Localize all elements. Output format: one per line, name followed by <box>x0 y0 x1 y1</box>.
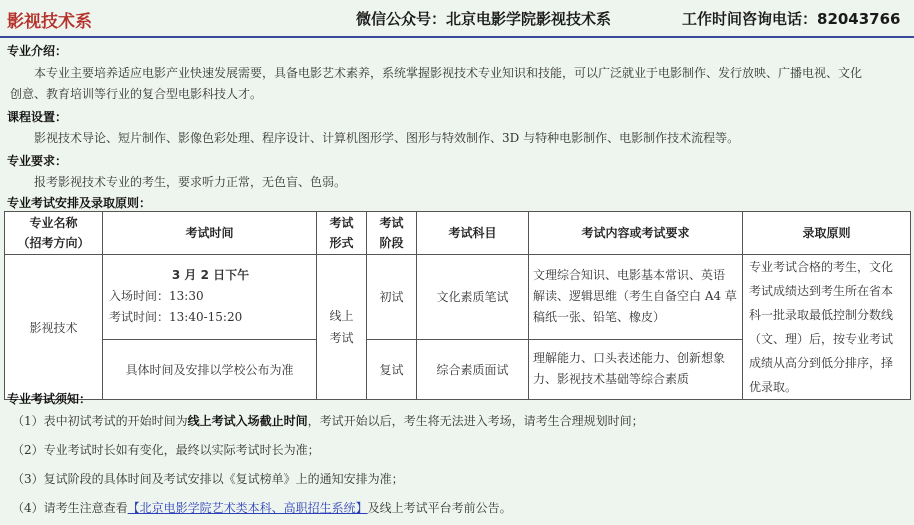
note-1-emphasis: 线上考试入场截止时间 <box>187 414 308 428</box>
content-initial: 文理综合知识、电影基本常识、英语 解读、逻辑思维（考生自备空白 A4 草 稿纸一张、铅笔、橡皮） <box>529 255 743 340</box>
table-header-row <box>5 212 911 255</box>
header-time: 考试时间 <box>103 212 317 255</box>
later-time-cell: 具体时间及安排以学校公布为准 <box>103 339 317 399</box>
header-form: 考试 形式 <box>317 212 367 255</box>
subject-initial: 文化素质笔试 <box>417 255 529 340</box>
header-bar <box>0 0 914 38</box>
header-rule: 录取原则 <box>743 212 911 255</box>
exam-date: 3 月 2 日下午 <box>171 268 250 283</box>
stage-retest: 复试 <box>367 339 417 399</box>
major-cell: 影视技术 <box>5 255 103 400</box>
header-stage: 考试 阶段 <box>367 212 417 255</box>
requirements-title: 专业要求： <box>7 154 68 168</box>
header-content: 考试内容或考试要求 <box>529 212 743 255</box>
department-title: 影视技术系 <box>7 12 92 32</box>
intro-line-2: 创意、教育培训等行业的复合型电影科技人才。 <box>10 87 263 101</box>
requirements-text: 报考影视技术专业的考生，要求听力正常，无色盲、色弱。 <box>34 175 347 189</box>
intro-line-1: 本专业主要培养适应电影产业快速发展需要，具备电影艺术素养，系统掌握影视技术专业知识和技能，可以广泛就业于电影制作、发行放映、广播电视、文化 <box>34 66 863 80</box>
rule-cell: 专业考试合格的考生，文化 考试成绩达到考生所在省本 科一批录取最低控制分数线 （文、理）后，按专业考试 成绩从高分到低分排序，择 优录取。 <box>743 255 911 400</box>
exam-time: 考试时间：13:40-15:20 <box>109 310 243 325</box>
exam-table <box>4 211 911 400</box>
contact-phone: 工作时间咨询电话：82043766 <box>682 10 901 28</box>
subject-retest: 综合素质面试 <box>417 339 529 399</box>
note-1: （1）表中初试考试的开始时间为线上考试入场截止时间，考试开始以后，考生将无法进入考场，请考生合理规划时间； <box>12 414 644 428</box>
courses-text: 影视技术导论、短片制作、影像色彩处理、程序设计、计算机图形学、图形与特效制作、3D 与特种电影制作、电影制作技术流程等。 <box>34 131 740 145</box>
note-4: （4）请考生注意查看【北京电影学院艺术类本科、高职招生系统】及线上考试平台考前公告。 <box>12 501 512 515</box>
courses-title: 课程设置： <box>7 110 68 124</box>
admission-system-link[interactable]: 【北京电影学院艺术类本科、高职招生系统】 <box>127 501 368 515</box>
wechat-account: 微信公众号：北京电影学院影视技术系 <box>356 10 612 28</box>
intro-title: 专业介绍： <box>7 44 68 58</box>
header-major: 专业名称 （招考方向） <box>5 212 103 255</box>
form-cell: 线上 考试 <box>317 255 367 400</box>
note-2: （2）专业考试时长如有变化，最终以实际考试时长为准； <box>12 443 320 457</box>
note-3: （3）复试阶段的具体时间及考试安排以《复试榜单》上的通知安排为准； <box>12 472 404 486</box>
notes-title: 专业考试须知： <box>7 392 92 406</box>
arrangement-title: 专业考试安排及录取原则： <box>7 196 152 210</box>
initial-time-cell <box>103 255 317 340</box>
stage-initial: 初试 <box>367 255 417 340</box>
table-row-initial <box>5 255 911 340</box>
header-subject: 考试科目 <box>417 212 529 255</box>
content-retest: 理解能力、口头表述能力、创新想象 力、影视技术基础等综合素质 <box>529 339 743 399</box>
entry-time: 入场时间：13:30 <box>109 289 204 304</box>
